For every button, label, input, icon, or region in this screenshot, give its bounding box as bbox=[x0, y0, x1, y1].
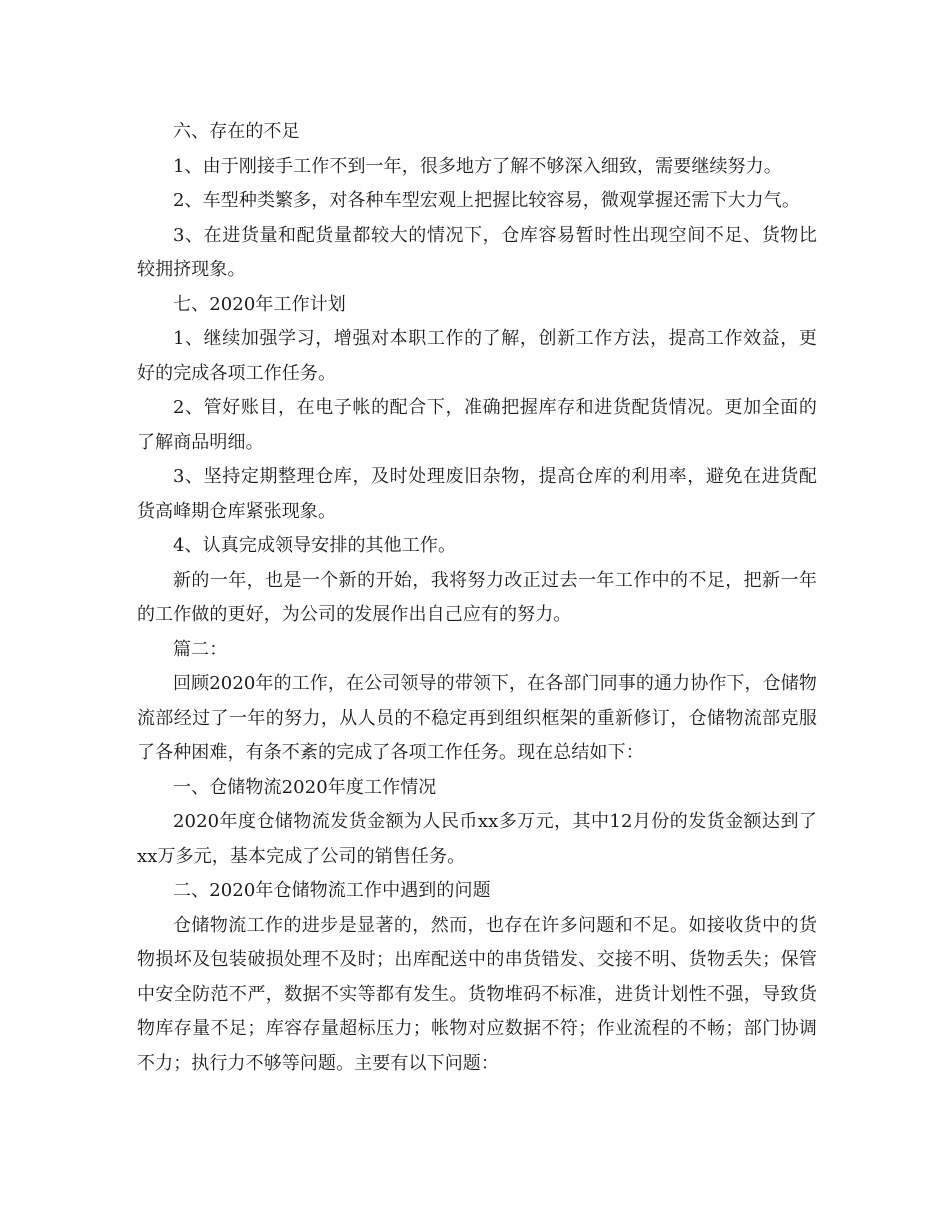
section-heading-problems: 二、2020年仓储物流工作中遇到的问题 bbox=[173, 880, 491, 901]
paragraph: 3、坚持定期整理仓库，及时处理废旧杂物，提高仓库的利用率，避免在进货配货高峰期仓库紧张现象。 bbox=[137, 466, 817, 522]
section-heading-work-plan: 七、2020年工作计划 bbox=[173, 293, 346, 315]
paragraph: 4、认真完成领导安排的其他工作。 bbox=[173, 535, 457, 556]
paragraph: 新的一年，也是一个新的开始，我将努力改正过去一年工作中的不足，把新一年的工作做的更好，为公司的发展作出自己应有的努力。 bbox=[137, 569, 817, 625]
paragraph: 1、继续加强学习，增强对本职工作的了解，创新工作方法，提高工作效益，更好的完成各项工作任务。 bbox=[137, 328, 817, 384]
paragraph: 1、由于刚接手工作不到一年，很多地方了解不够深入细致，需要继续努力。 bbox=[173, 155, 782, 177]
section-heading-shortcomings: 六、存在的不足 bbox=[173, 121, 300, 142]
paragraph: 3、在进货量和配货量都较大的情况下，仓库容易暂时性出现空间不足、货物比较拥挤现象。 bbox=[137, 224, 817, 280]
section-heading-work-status: 一、仓储物流2020年度工作情况 bbox=[173, 776, 437, 798]
paragraph: 仓储物流工作的进步是显著的，然而，也存在许多问题和不足。如接收货中的货物损坏及包装破损处理不及时；出库配送中的串货错发、交接不明、货物丢失；保管中安全防范不严，数据不实等都有发生。货物堆码不标准，进货计划性不强，导致货物库存量不足；库容存量超标压力；帐物对应数据不符；作业流程的不畅；部门协调不力；执行力不够等问题。主要有以下问题： bbox=[137, 914, 817, 1074]
part-two-heading: 篇二： bbox=[173, 638, 228, 660]
paragraph: 回顾2020年的工作，在公司领导的带领下，在各部门同事的通力协作下，仓储物流部经过了一年的努力，从人员的不稳定再到组织框架的重新修订，仓储物流部克服了各种困难，有条不紊的完成了各项工作任务。现在总结如下： bbox=[137, 673, 817, 763]
paragraph: 2020年度仓储物流发货金额为人民币xx多万元，其中12月份的发货金额达到了xx万多元，基本完成了公司的销售任务。 bbox=[137, 811, 817, 867]
document-body bbox=[137, 115, 817, 1081]
paragraph: 2、管好账目，在电子帐的配合下，准确把握库存和进货配货情况。更加全面的了解商品明细。 bbox=[137, 397, 817, 453]
paragraph: 2、车型种类繁多，对各种车型宏观上把握比较容易，微观掌握还需下大力气。 bbox=[173, 190, 800, 211]
